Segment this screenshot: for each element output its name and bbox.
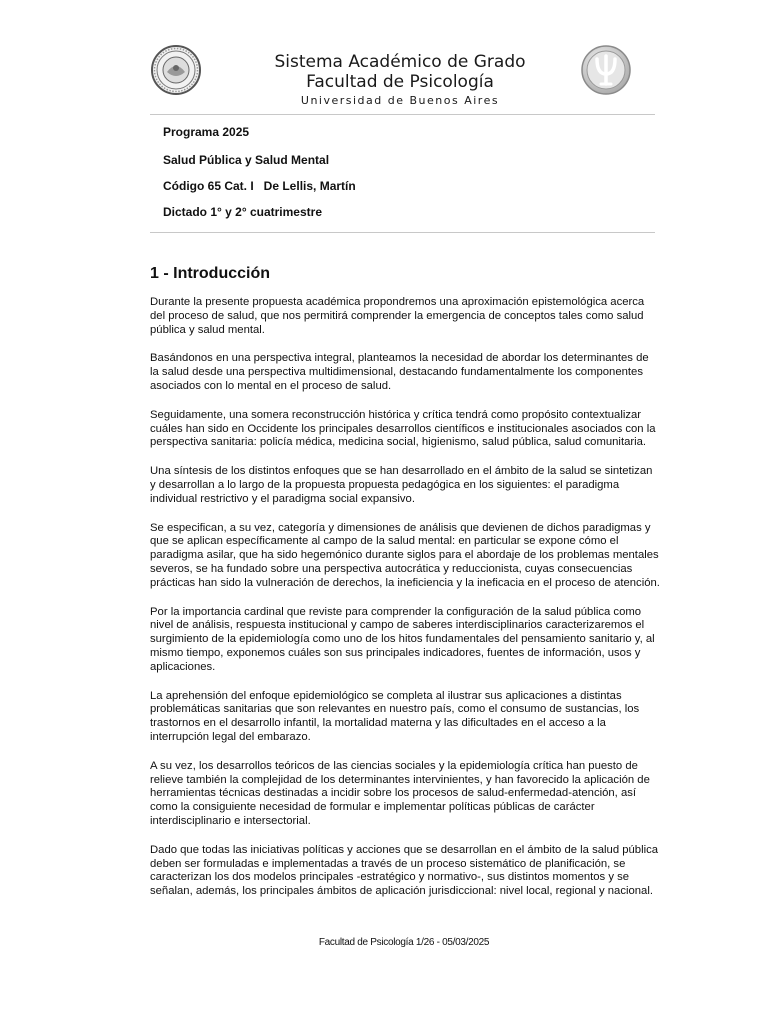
- header-divider: [150, 114, 655, 115]
- university-subtitle: Universidad de Buenos Aires: [300, 94, 500, 107]
- section-title: 1 - Introducción: [150, 265, 270, 282]
- paragraph: Se especifican, a su vez, categoría y dimensiones de análisis que devienen de dichos paradigmas y que se aplican específicamente al campo de la salud mental: en particular se expone cómo el paradigma asilar, que ha sido hegemónico durante siglos para el abordaje de los problemas mentales severos, se ha fundado sobre una perspectiva autocrática y reduccionista, cuyas consecuencias prácticas han sido la vulneración de derechos, la ineficiencia y la ineficacia en el proceso de atención.: [150, 521, 660, 589]
- meta-divider: [150, 232, 655, 233]
- course-code-professor: Código 65 Cat. I De Lellis, Martín: [163, 179, 356, 193]
- paragraph: Durante la presente propuesta académica propondremos una aproximación epistemológica acerca del proceso de salud, que nos permitirá comprender la emergencia de conceptos tales como salud pública y salud mental.: [150, 296, 645, 336]
- university-seal-icon: [150, 44, 202, 96]
- paragraph: Basándonos en una perspectiva integral, planteamos la necesidad de abordar los determinantes de la salud desde una perspectiva multidimensional, destacando fundamentalmente los componentes asociados con lo mental en el proceso de salud.: [150, 352, 649, 392]
- system-title: Sistema Académico de Grado: [274, 52, 526, 72]
- program-year: Programa 2025: [163, 125, 250, 139]
- section-body: [150, 296, 660, 914]
- psi-symbol-icon: [580, 44, 632, 96]
- course-schedule: Dictado 1° y 2° cuatrimestre: [163, 205, 322, 219]
- paragraph: Dado que todas las iniciativas políticas y acciones que se desarrollan en el ámbito de la salud pública deben ser formuladas e implementadas a través de un proceso sistemático de planificación, se caracterizan los dos modelos principales -estratégico y normativo-, sus distintos momentos y se señalan, además, los principales ámbitos de aplicación jurisdiccional: nivel local, regional y nacional.: [150, 843, 659, 898]
- paragraph: La aprehensión del enfoque epidemiológico se completa al ilustrar sus aplicaciones a distintas problemáticas sanitarias que son relevantes en nuestro país, como el consumo de sustancias, los trastornos en el desarrollo infantil, la mortalidad materna y las dificultades en el acceso a la interrupción legal del embarazo.: [150, 689, 640, 743]
- paragraph: Seguidamente, una somera reconstrucción histórica y crítica tendrá como propósito contextualizar cuáles han sido en Occidente los principales desarrollos científicos e institucionales asociados con la perspectiva sanitaria: policía médica, medicina social, higienismo, salud pública, salud comunitaria.: [150, 408, 656, 449]
- paragraph: Una síntesis de los distintos enfoques que se han desarrollado en el ámbito de la salud se sintetizan y desarrollan a lo largo de la propuesta propuesta pedagógica en los siguientes: el paradigma individual restrictivo y el paradigma social expansivo.: [150, 465, 653, 505]
- faculty-title: Facultad de Psicología: [306, 72, 494, 92]
- paragraph: A su vez, los desarrollos teóricos de las ciencias sociales y la epidemiología crítica han puesto de relieve también la complejidad de los determinantes intervinientes, y han favorecido la aplicación de herramientas técnicas destinadas a incidir sobre los procesos de salud-enfermedad-atención, así como la consiguiente necesidad de formular e implementar políticas públicas de carácter interdisciplinario e intersectorial.: [150, 759, 650, 827]
- paragraph: Por la importancia cardinal que reviste para comprender la configuración de la salud pública como nivel de análisis, respuesta institucional y campo de saberes interdisciplinarios caracterizaremos el surgimiento de la epidemiología como uno de los hitos fundamentales del pensamiento sanitario y, al mismo tiempo, exponemos cuáles son sus principales indicadores, fuentes de información, usos y aplicaciones.: [150, 605, 655, 673]
- page-header: [0, 0, 768, 115]
- page-footer: Facultad de Psicología 1/26 - 05/03/2025: [318, 937, 490, 948]
- course-name: Salud Pública y Salud Mental: [163, 153, 330, 167]
